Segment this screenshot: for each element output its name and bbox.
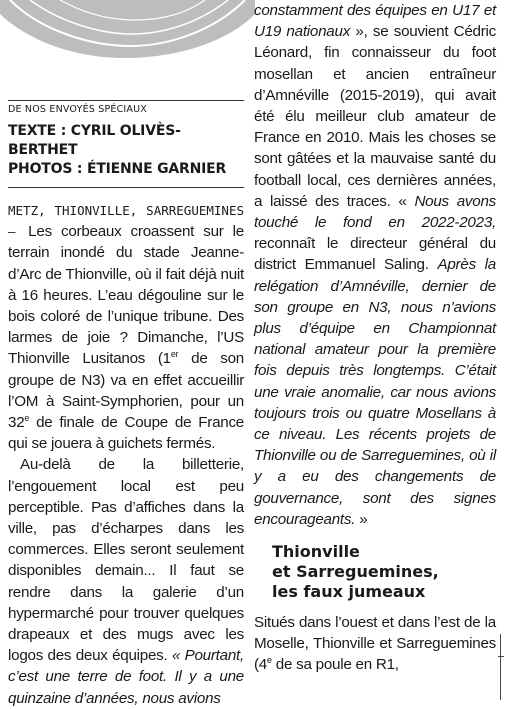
p1-text-b: de son groupe de N3) va en effet accueillir l’OM à Saint-Symphorien, pour un 32: [8, 350, 244, 432]
p3-text-a: », se souvient Cédric Léonard, fin connaisseur du foot mosellan et ancien entraîneur d’Amnéville (2015-2019), qui avait été élu meilleur club amateur de France en 2010. Mais les choses se sont gâtées et la mauvaise santé du football local, ces dernières années, a laissé des traces. «: [254, 23, 497, 210]
p3-text-b: reconnaît le directeur général du district Emmanuel Saling.: [254, 235, 496, 274]
p1-text-a: Les corbeaux croassent sur le terrain inondé du stade Jeanne-d’Arc de Thionville, où il fait déjà nuit à 16 heures. L’eau dégouline sur le bois coloré de l’unique tribune. Des larmes de joie ? Dimanche, l’US Thionville Lusitanos (1: [8, 223, 244, 368]
column-edge-rule: [500, 634, 501, 700]
p1-sup-1: er: [170, 349, 179, 360]
p3-quote-3: Après la relégation d’Amnéville, dernier de son groupe en N3, nous n’avions plus d’équipe en Championnat national amateur pour la première fois depuis très longtemps. C’était une vraie anomalie, car nous avions toujours trois ou quatre Mosellans à ce niveau. Les récents projets de Thionville ou de Sarreguemines, où il y a eu des changements de gouvernance, sont des signes encourageants.: [254, 256, 496, 528]
p1-text-c: de finale de Coupe de France qui se jouera à guichets fermés.: [8, 414, 244, 453]
column-edge-tick: [498, 656, 504, 657]
left-column: [8, 100, 244, 709]
p2-quote: « Pourtant, c’est une terre de foot. Il y a une quinzaine d’années, nous avions: [8, 647, 244, 707]
header-graphic: [0, 0, 255, 92]
p2-text: Au-delà de la billetterie, l’engouement local est peu perceptible. Pas d’affiches dans la ville, pas d’écharpes dans les commerces. Elles seront seulement disponibles demain... Il faut se rendre dans la galerie d’un hypermarché pour trouver quelques drapeaux et des mugs avec les logos des deux équipes.: [8, 456, 244, 665]
subhead-line-3: les faux jumeaux: [272, 582, 426, 602]
p4-sup: e: [267, 655, 272, 666]
dateline: METZ, THIONVILLE, SARREGUEMINES –: [8, 203, 244, 240]
p4-text-b: de sa poule en R1,: [271, 656, 399, 674]
p4-text-a: Situés dans l’ouest et dans l’est de la Moselle, Thionville et Sarreguemines (4: [254, 614, 496, 674]
subhead-line-2: et Sarreguemines,: [272, 562, 439, 582]
credit-divider: [8, 187, 244, 188]
subheading: [272, 542, 496, 602]
paragraph-2: [8, 454, 244, 708]
paragraph-3: [254, 0, 496, 530]
paragraph-4: [254, 612, 496, 676]
credit-photos: PHOTOS : ÉTIENNE GARNIER: [8, 161, 227, 177]
paragraph-1: [8, 200, 244, 454]
p3-quote: constamment des équipes en U17 et U19 nationaux: [254, 2, 496, 41]
right-column: [254, 0, 496, 676]
p3-end: »: [355, 510, 368, 528]
p3-quote-2: Nous avons touché le fond en 2022-2023,: [254, 192, 496, 232]
kicker: DE NOS ENVOYÉS SPÉCIAUX: [8, 100, 244, 115]
credit-text: TEXTE : CYRIL OLIVÈS-BERTHET: [8, 123, 181, 158]
subhead-line-1: Thionville: [272, 542, 360, 562]
p1-sup-2: e: [24, 412, 30, 423]
